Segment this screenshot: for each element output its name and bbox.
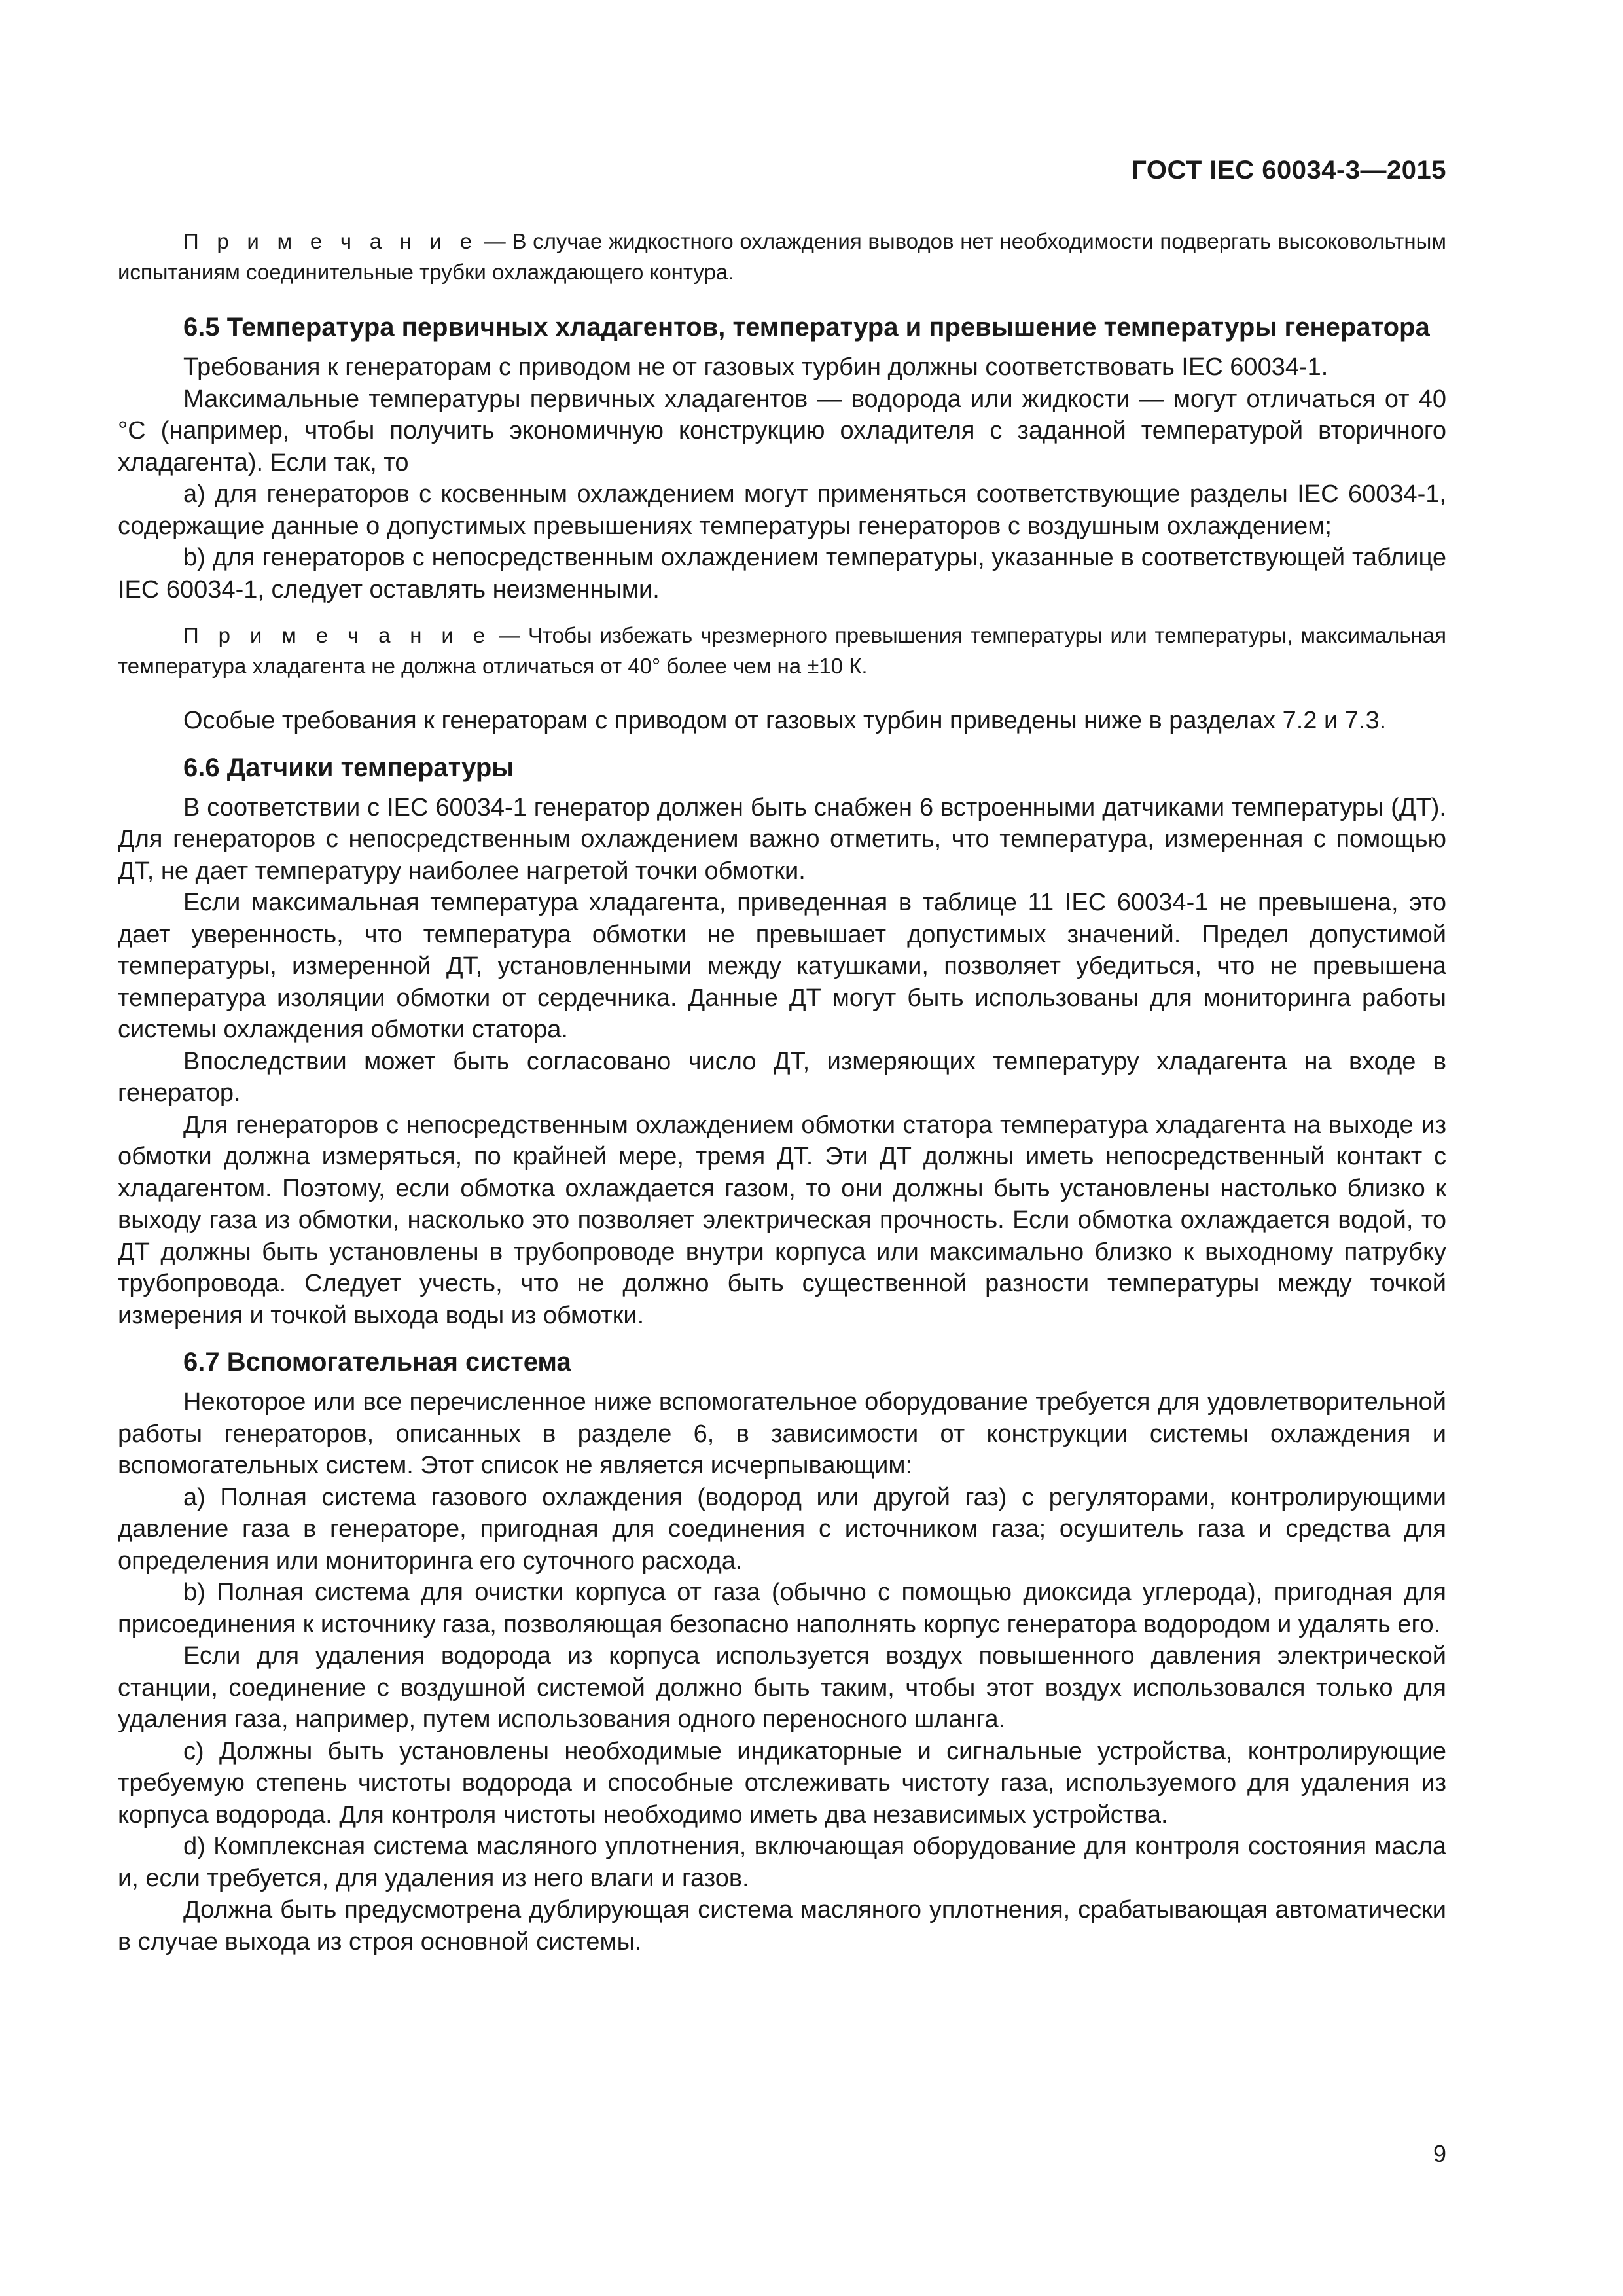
spacer — [118, 737, 1446, 751]
document-header: ГОСТ IEC 60034-3—2015 — [1132, 156, 1446, 185]
list-item: b) Полная система для очистки корпуса от газа (обычно с помощью диоксида углерода), пригодная для присоединения к источнику газа, позволяющая безопасно наполнять корпус генератора водородом и удалять его. — [118, 1579, 1446, 1638]
paragraph: Особые требования к генераторам с приводом от газовых турбин приведены ниже в разделах 7.2 и 7.3. — [183, 707, 1387, 734]
page-number: 9 — [1433, 2140, 1446, 2167]
spacer — [118, 1331, 1446, 1346]
note-text: — Чтобы избежать чрезмерного превышения температуры или температуры, максимальная температура хладагента не должна отличаться от 40° более чем на ±10 К. — [118, 623, 1447, 678]
paragraph: Если для удаления водорода из корпуса используется воздух повышенного давления электрической станции, соединение с воздушной системой должно быть таким, чтобы этот воздух использовался только для удаления газа, например, путем использования одного переносного шланга. — [118, 1642, 1446, 1733]
list-item: b) для генераторов с непосредственным охлаждением температуры, указанные в соответствующей таблице IEC 60034-1, следует оставлять неизменными. — [118, 544, 1446, 603]
paragraph: Для генераторов с непосредственным охлаждением обмотки статора температура хладагента на выходе из обмотки должна измеряться, по крайней мере, тремя ДТ. Эти ДТ должны иметь непосредственный контакт с хладагентом. Поэтому, если обмотка охлаждается газом, то они должны быть установлены настолько близко к выходу газа из обмотки, насколько это позволяет электрическая прочность. Если обмотка охлаждается водой, то ДТ должны быть установлены в трубопроводе внутри корпуса или максимально близко к выходному патрубку трубопровода. Следует учесть, что не должно быть существенной разности температуры между точкой измерения и точкой выхода воды из обмотки. — [118, 1111, 1446, 1329]
paragraph: В соответствии с IEC 60034-1 генератор должен быть снабжен 6 встроенными датчиками температуры (ДТ). Для генераторов с непосредственным охлаждением важно отметить, что температура, измеренная с помощью ДТ, не дает температуру наиболее нагретой точки обмотки. — [118, 793, 1446, 885]
section-heading-6-6: 6.6 Датчики температуры — [183, 753, 514, 782]
paragraph: Некоторое или все перечисленное ниже вспомогательное оборудование требуется для удовлетворительной работы генераторов, описанных в разделе 6, в зависимости от конструкции системы охлаждения и вспомогательных систем. Этот список не является исчерпывающим: — [118, 1388, 1446, 1479]
paragraph: Должна быть предусмотрена дублирующая система масляного уплотнения, срабатывающая автоматически в случае выхода из строя основной системы. — [118, 1896, 1446, 1956]
list-item: a) Полная система газового охлаждения (водород или другой газ) с регуляторами, контролирующими давление газа в генераторе, пригодная для соединения с источником газа; осушитель газа и средства для определения или мониторинга его суточного расхода. — [118, 1483, 1446, 1575]
list-item: d) Комплексная система масляного уплотнения, включающая оборудование для контроля состояния масла и, если требуется, для удаления из него влаги и газов. — [118, 1833, 1446, 1892]
paragraph: Впоследствии может быть согласовано число ДТ, измеряющих температуру хладагента на входе в генератор. — [118, 1047, 1446, 1107]
paragraph: Максимальные температуры первичных хладагентов — водорода или жидкости — могут отличаться от 40 °C (например, чтобы получить экономичную конструкцию охладителя с заданной температурой вторичного хладагента). Если так, то — [118, 385, 1446, 476]
note-label: П р и м е ч а н и е — [183, 623, 491, 647]
note-temperature — [118, 620, 1446, 681]
paragraph: Требования к генераторам с приводом не от газовых турбин должны соответствовать IEC 60034-1. — [183, 353, 1329, 381]
list-item: a) для генераторов с косвенным охлаждением могут применяться соответствующие разделы IEC 60034-1, содержащие данные о допустимых превышениях температуры генераторов с воздушным охлаждением; — [118, 480, 1446, 540]
list-item: c) Должны быть установлены необходимые индикаторные и сигнальные устройства, контролирующие требуемую степень чистоты водорода и способные отслеживать чистоту газа, используемого для удаления из корпуса водорода. Для контроля чистоты необходимо иметь два независимых устройства. — [118, 1737, 1446, 1829]
note-label: П р и м е ч а н и е — [183, 229, 478, 253]
spacer — [118, 605, 1446, 620]
note-text: — В случае жидкостного охлаждения выводов нет необходимости подвергать высоковольтным испытаниям соединительные трубки охлаждающего контура. — [118, 229, 1446, 284]
paragraph: Если максимальная температура хладагента, приведенная в таблице 11 IEC 60034-1 не превышена, это дает уверенность, что температура обмотки не превышает допустимых значений. Предел допустимой температуры, измеренной ДТ, установленными между катушками, позволяет убедиться, что не превышена температура изоляции обмотки от сердечника. Данные ДТ могут быть использованы для мониторинга работы системы охлаждения обмотки статора. — [118, 889, 1446, 1043]
section-heading-6-7: 6.7 Вспомогательная система — [183, 1348, 571, 1376]
section-heading-6-5: 6.5 Температура первичных хладагентов, температура и превышение температуры генератора — [183, 313, 1430, 342]
note-cooling-outputs — [118, 226, 1446, 287]
page-content — [118, 226, 1446, 1958]
document-page — [118, 0, 1446, 2296]
